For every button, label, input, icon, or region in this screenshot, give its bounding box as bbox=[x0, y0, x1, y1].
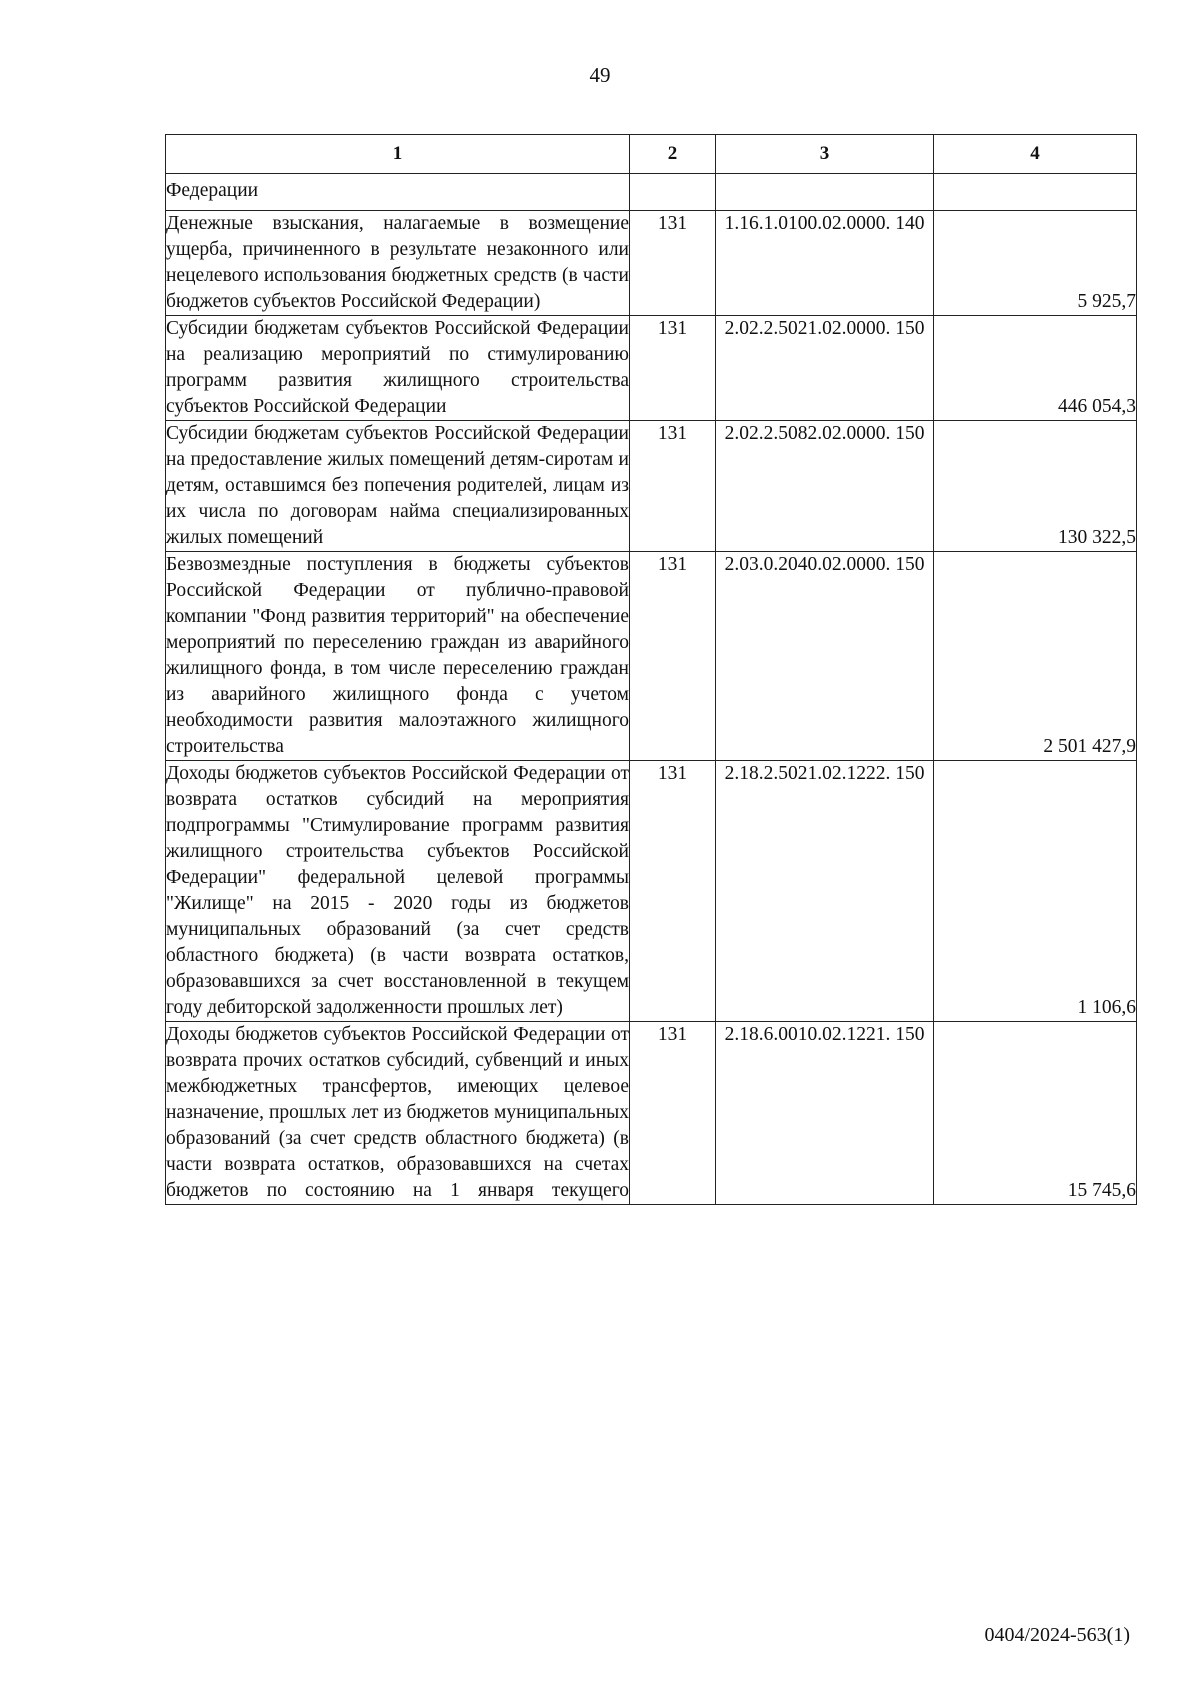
row-name: Денежные взыскания, налагаемые в возмещение ущерба, причиненного в результате незаконного или нецелевого использования бюджетных средств (в части бюджетов субъектов Российской Федерации) bbox=[166, 211, 630, 316]
row-amount bbox=[934, 174, 1137, 211]
row-kbk: 2.18.2.5021.02.1222. 150 bbox=[716, 761, 934, 1022]
row-code: 131 bbox=[630, 552, 716, 761]
header-col-1: 1 bbox=[166, 135, 630, 174]
row-amount: 130 322,5 bbox=[934, 421, 1137, 552]
row-name: Доходы бюджетов субъектов Российской Федерации от возврата прочих остатков субсидий, субвенций и иных межбюджетных трансфертов, имеющих целевое назначение, прошлых лет из бюджетов муниципальных образований (за счет средств областного бюджета) (в части возврата остатков, образовавшихся на счетах бюджетов по состоянию на 1 января текущего bbox=[166, 1022, 630, 1205]
row-name: Доходы бюджетов субъектов Российской Федерации от возврата остатков субсидий на мероприятия подпрограммы "Стимулирование программ развития жилищного строительства субъектов Российской Федерации" федеральной целевой программы "Жилище" на 2015 - 2020 годы из бюджетов муниципальных образований (за счет средств областного бюджета) (в части возврата остатков, образовавшихся за счет восстановленной в текущем году дебиторской задолженности прошлых лет) bbox=[166, 761, 630, 1022]
row-name: Субсидии бюджетам субъектов Российской Федерации на предоставление жилых помещений детям-сиротам и детям, оставшимся без попечения родителей, лицам из их числа по договорам найма специализированных жилых помещений bbox=[166, 421, 630, 552]
table-row bbox=[166, 761, 1137, 1022]
row-amount: 1 106,6 bbox=[934, 761, 1137, 1022]
row-amount: 5 925,7 bbox=[934, 211, 1137, 316]
page-number: 49 bbox=[589, 63, 611, 87]
table-row bbox=[166, 174, 1137, 211]
row-code: 131 bbox=[630, 211, 716, 316]
row-kbk: 1.16.1.0100.02.0000. 140 bbox=[716, 211, 934, 316]
row-code: 131 bbox=[630, 1022, 716, 1205]
budget-table bbox=[165, 134, 1137, 1205]
table-row bbox=[166, 211, 1137, 316]
row-name: Субсидии бюджетам субъектов Российской Федерации на реализацию мероприятий по стимулированию программ развития жилищного строительства субъектов Российской Федерации bbox=[166, 316, 630, 421]
table-row bbox=[166, 552, 1137, 761]
row-code: 131 bbox=[630, 316, 716, 421]
table-header bbox=[166, 135, 1137, 174]
table-row bbox=[166, 1022, 1137, 1205]
row-code: 131 bbox=[630, 421, 716, 552]
row-kbk: 2.03.0.2040.02.0000. 150 bbox=[716, 552, 934, 761]
header-col-4: 4 bbox=[934, 135, 1137, 174]
row-amount: 15 745,6 bbox=[934, 1022, 1137, 1205]
row-name: Федерации bbox=[166, 174, 630, 211]
row-code bbox=[630, 174, 716, 211]
row-code: 131 bbox=[630, 761, 716, 1022]
row-kbk: 2.18.6.0010.02.1221. 150 bbox=[716, 1022, 934, 1205]
row-name: Безвозмездные поступления в бюджеты субъектов Российской Федерации от публично-правовой компании "Фонд развития территорий" на обеспечение мероприятий по переселению граждан из аварийного жилищного фонда, в том числе переселению граждан из аварийного жилищного фонда с учетом необходимости развития малоэтажного жилищного строительства bbox=[166, 552, 630, 761]
row-kbk: 2.02.2.5082.02.0000. 150 bbox=[716, 421, 934, 552]
table-row bbox=[166, 316, 1137, 421]
row-kbk bbox=[716, 174, 934, 211]
row-kbk: 2.02.2.5021.02.0000. 150 bbox=[716, 316, 934, 421]
row-amount: 446 054,3 bbox=[934, 316, 1137, 421]
header-row bbox=[166, 135, 1137, 174]
header-col-2: 2 bbox=[630, 135, 716, 174]
table-row bbox=[166, 421, 1137, 552]
row-amount: 2 501 427,9 bbox=[934, 552, 1137, 761]
table-body bbox=[166, 174, 1137, 1205]
header-col-3: 3 bbox=[716, 135, 934, 174]
document-registration-number: 0404/2024-563(1) bbox=[984, 1624, 1130, 1646]
